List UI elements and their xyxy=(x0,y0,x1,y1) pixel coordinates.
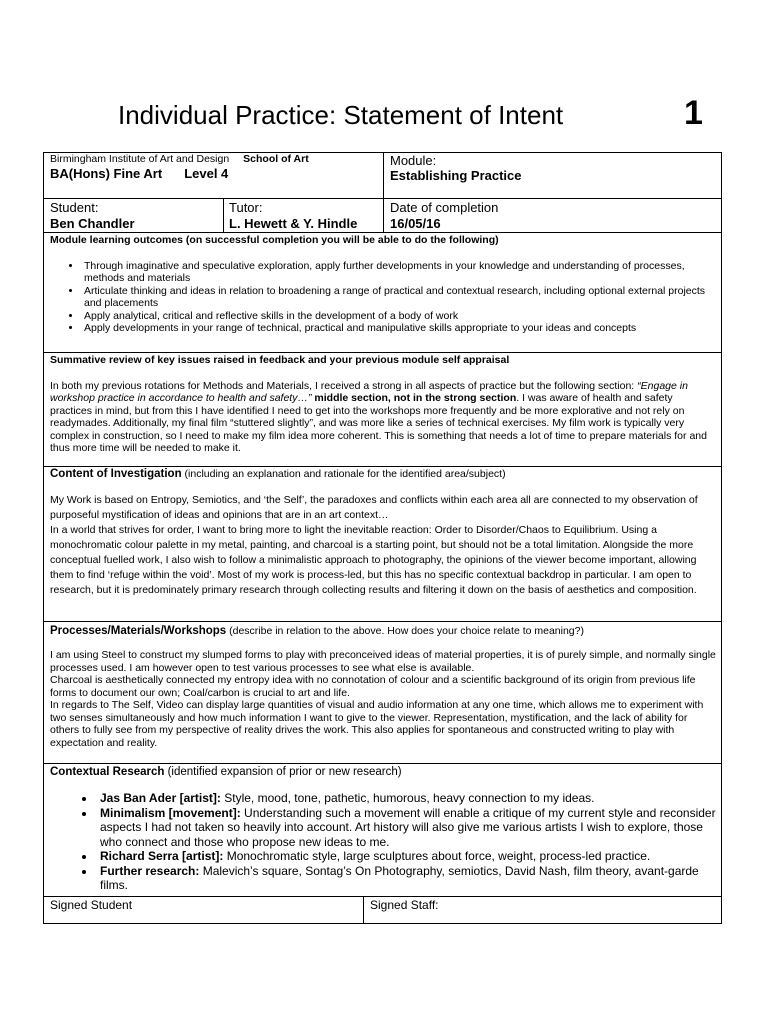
content-heading: Content of Investigation xyxy=(50,468,182,480)
institution-name: Birmingham Institute of Art and Design School of Art xyxy=(50,153,309,165)
processes-paragraph: In regards to The Self, Video can display large quantities of visual and audio information at any one time, which allows me to experiment with two senses simultaneously and how much information I want to give to the viewer. Representation, mystification, and the lack of ability for others to fully see from my perspective of reality drives the work. This also applies for spontaneous and constructed writing to play with expectation and reality. xyxy=(50,699,704,749)
page-number: 1 xyxy=(684,94,703,132)
summative-review-section xyxy=(50,354,716,455)
student-value: Ben Chandler xyxy=(50,216,135,231)
contextual-heading-note: (identified expansion of prior or new research) xyxy=(164,766,402,778)
course-level: Level 4 xyxy=(184,166,229,181)
list-item: • Apply analytical, critical and reflective skills in the development of a body of work xyxy=(82,310,716,323)
tutor-value: L. Hewett & Y. Hindle xyxy=(229,216,358,231)
content-paragraph: In a world that strives for order, I want to bring more to light the inevitable reaction: Order to Disorder/Chaos to Equilibrium. Using a monochromatic colour palette in my metal, painting, and charcoal is a starting point, but should not be a total limitation. Alongside the more conceptual fuelled work, I also wish to follow a minimalistic approach to photography, the opinions of the viewer become important, allowing them to find ‘refuge within the void’. Most of my work is process-led, but this has no specific contextual backdrop in particular. I am open to research, but it is predominately primary research through collecting results and filtering it down on the basis of aesthetics and composition. xyxy=(50,524,697,596)
list-item: • Further research: Malevich’s square, Sontag’s On Photography, semiotics, David Nash, film theory, avant-garde films. xyxy=(96,864,716,893)
signed-staff-field[interactable]: Signed Staff: xyxy=(370,898,439,912)
processes-paragraph: Charcoal is aesthetically connected my entropy idea with no connotation of colour and a scientific background of its origin from previous life forms to document our own; Coal/carbon is crucial to art and life. xyxy=(50,674,696,699)
learning-outcomes-section xyxy=(50,234,716,335)
learning-outcomes-list xyxy=(50,260,716,335)
tutor-label: Tutor: xyxy=(229,200,263,215)
processes-heading-note: (describe in relation to the above. How does your choice relate to meaning?) xyxy=(226,625,584,637)
course-line xyxy=(50,166,228,181)
processes-heading: Processes/Materials/Workshops xyxy=(50,625,227,637)
signed-student-field[interactable]: Signed Student xyxy=(50,898,133,912)
course-name: BA(Hons) Fine Art xyxy=(50,166,163,181)
list-item: • Jas Ban Ader [artist]: Style, mood, tone, pathetic, humorous, heavy connection to my ideas. xyxy=(96,791,716,806)
document-title: Individual Practice: Statement of Intent xyxy=(118,100,564,130)
summative-review-text: In both my previous rotations for Methods and Materials, I received a strong in all aspects of practice but the following section: “Engage in workshop practice in accordance to health and safety…” middle section, not in the strong section. I was aware of health and safety practices in mind, but from this I have identified I need to get into the workshops more frequently and be more explorative and not rely on readymades. Additionally, my final film “stuttered slightly”, and was more like a series of technical exercises. My film work is typically very complex in construction, so I need to make my film idea more coherent. This is something that needs a lot of time to prepare materials for and thus more time will be needed to make it. xyxy=(50,379,707,454)
col-divider xyxy=(223,198,224,232)
contextual-heading-line xyxy=(50,765,716,780)
module-label: Module: xyxy=(390,153,437,168)
list-item: • Apply developments in your range of technical, practical and manipulative skills appropriate to your ideas and concepts xyxy=(82,322,716,335)
content-heading-note: (including an explanation and rationale for the identified area/subject) xyxy=(181,468,506,480)
content-heading-line xyxy=(50,467,716,482)
school-name: School of Art xyxy=(243,153,309,165)
processes-section xyxy=(50,624,716,749)
contextual-heading: Contextual Research xyxy=(50,766,165,778)
row-divider xyxy=(43,352,722,353)
list-item: • Richard Serra [artist]: Monochromatic style, large sculptures about force, weight, process-led practice. xyxy=(96,849,716,864)
row-divider xyxy=(43,896,722,897)
contextual-research-list xyxy=(50,791,716,893)
list-item: • Articulate thinking and ideas in relation to broadening a range of practical and contextual research, including optional external projects and placements xyxy=(82,285,716,310)
module-value: Establishing Practice xyxy=(390,168,522,183)
row-divider xyxy=(43,621,722,622)
summative-review-heading: Summative review of key issues raised in feedback and your previous module self appraisal xyxy=(50,354,510,366)
grade-note: middle section, not in the strong section xyxy=(311,392,517,404)
col-divider xyxy=(383,152,384,232)
processes-heading-line xyxy=(50,624,716,639)
learning-outcomes-heading: Module learning outcomes (on successful completion you will be able to do the following) xyxy=(50,234,499,246)
content-paragraph: My Work is based on Entropy, Semiotics, and ‘the Self’, the paradoxes and conflicts within each area all are connected to my observation of purposeful mystification of ideas and opinions that are in an art context… xyxy=(50,494,698,521)
row-divider xyxy=(43,232,722,233)
completion-label: Date of completion xyxy=(390,200,499,215)
processes-paragraph: I am using Steel to construct my slumped forms to play with preconceived ideas of material properties, it is of purely simple, and normally single processes used. I am however open to test various processes to see what else is available. xyxy=(50,649,716,674)
quoted-criterion: “Engage in workshop practice in accordance to health and safety…” xyxy=(50,379,688,404)
row-divider xyxy=(43,763,722,764)
list-item: • Minimalism [movement]: Understanding such a movement will enable a critique of my current style and reconsider aspects I had not taken so heavily into account. Art history will also give me various artists I wish to explore, those who connect and those who propose new ideas to me. xyxy=(96,806,716,850)
list-item: • Through imaginative and speculative exploration, apply further developments in your knowledge and understanding of processes, methods and materials xyxy=(82,260,716,285)
student-label: Student: xyxy=(50,200,99,215)
content-of-investigation-section xyxy=(50,467,716,598)
completion-value: 16/05/16 xyxy=(390,216,441,231)
col-divider xyxy=(363,896,364,924)
contextual-research-section xyxy=(50,765,716,893)
